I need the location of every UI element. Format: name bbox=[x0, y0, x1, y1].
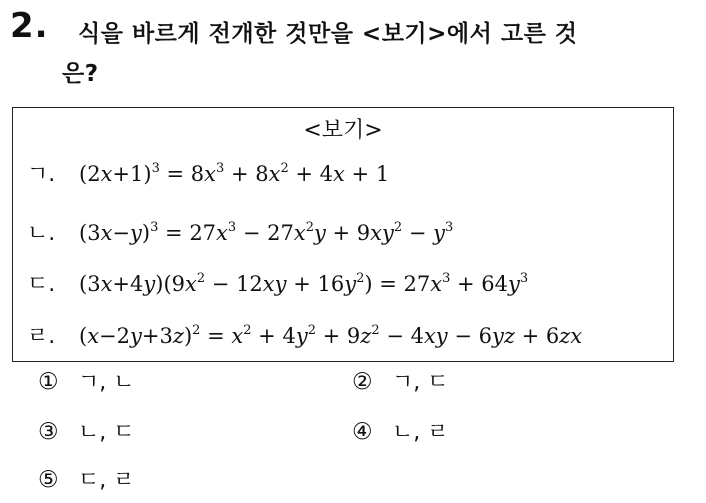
statement-expression: $(3x-y)^3 = 27x^3 - 27x^2y + 9xy^2 - y^3$ bbox=[79, 220, 454, 245]
question-text-line2: 은? bbox=[62, 61, 99, 87]
choice-text: ㄱ, ㄷ bbox=[392, 370, 449, 395]
bogi-title: <보기> bbox=[303, 118, 383, 143]
choice-text: ㄴ, ㄷ bbox=[78, 420, 135, 445]
question-number: 2. bbox=[10, 6, 49, 46]
choice-number: ③ bbox=[38, 419, 59, 445]
statement-giyeok bbox=[27, 156, 389, 192]
statement-label: ㄱ. bbox=[27, 162, 56, 187]
bogi-box bbox=[12, 107, 674, 362]
choice-text: ㄴ, ㄹ bbox=[392, 420, 449, 445]
choice-text: ㄱ, ㄴ bbox=[78, 370, 135, 395]
statement-rieul bbox=[27, 318, 582, 354]
choice-number: ② bbox=[352, 369, 373, 395]
choice-2[interactable] bbox=[352, 367, 449, 398]
question-text bbox=[62, 14, 688, 94]
statement-digeut bbox=[27, 266, 528, 302]
question-text-line1: 식을 바르게 전개한 것만을 <보기>에서 고른 것 bbox=[78, 21, 578, 47]
statement-label: ㄴ. bbox=[27, 221, 56, 246]
choice-text: ㄷ, ㄹ bbox=[78, 468, 135, 493]
statement-expression: $(2x+1)^3 = 8x^3 + 8x^2 + 4x + 1$ bbox=[79, 161, 390, 186]
statement-label: ㄹ. bbox=[27, 324, 56, 349]
choice-number: ⑤ bbox=[38, 467, 59, 493]
choice-number: ④ bbox=[352, 419, 373, 445]
statement-label: ㄷ. bbox=[27, 272, 56, 297]
statement-expression: $(3x+4y)(9x^2 - 12xy + 16y^2) = 27x^3 + 64y^3$ bbox=[79, 271, 529, 296]
choice-4[interactable] bbox=[352, 417, 449, 448]
statement-expression: $(x-2y+3z)^2 = x^2 + 4y^2 + 9z^2 - 4xy - 6yz + 6zx$ bbox=[79, 323, 583, 348]
choice-5[interactable] bbox=[38, 465, 135, 496]
choice-1[interactable] bbox=[38, 367, 135, 398]
statement-nieun bbox=[27, 215, 453, 251]
choice-number: ① bbox=[38, 369, 59, 395]
choice-3[interactable] bbox=[38, 417, 135, 448]
